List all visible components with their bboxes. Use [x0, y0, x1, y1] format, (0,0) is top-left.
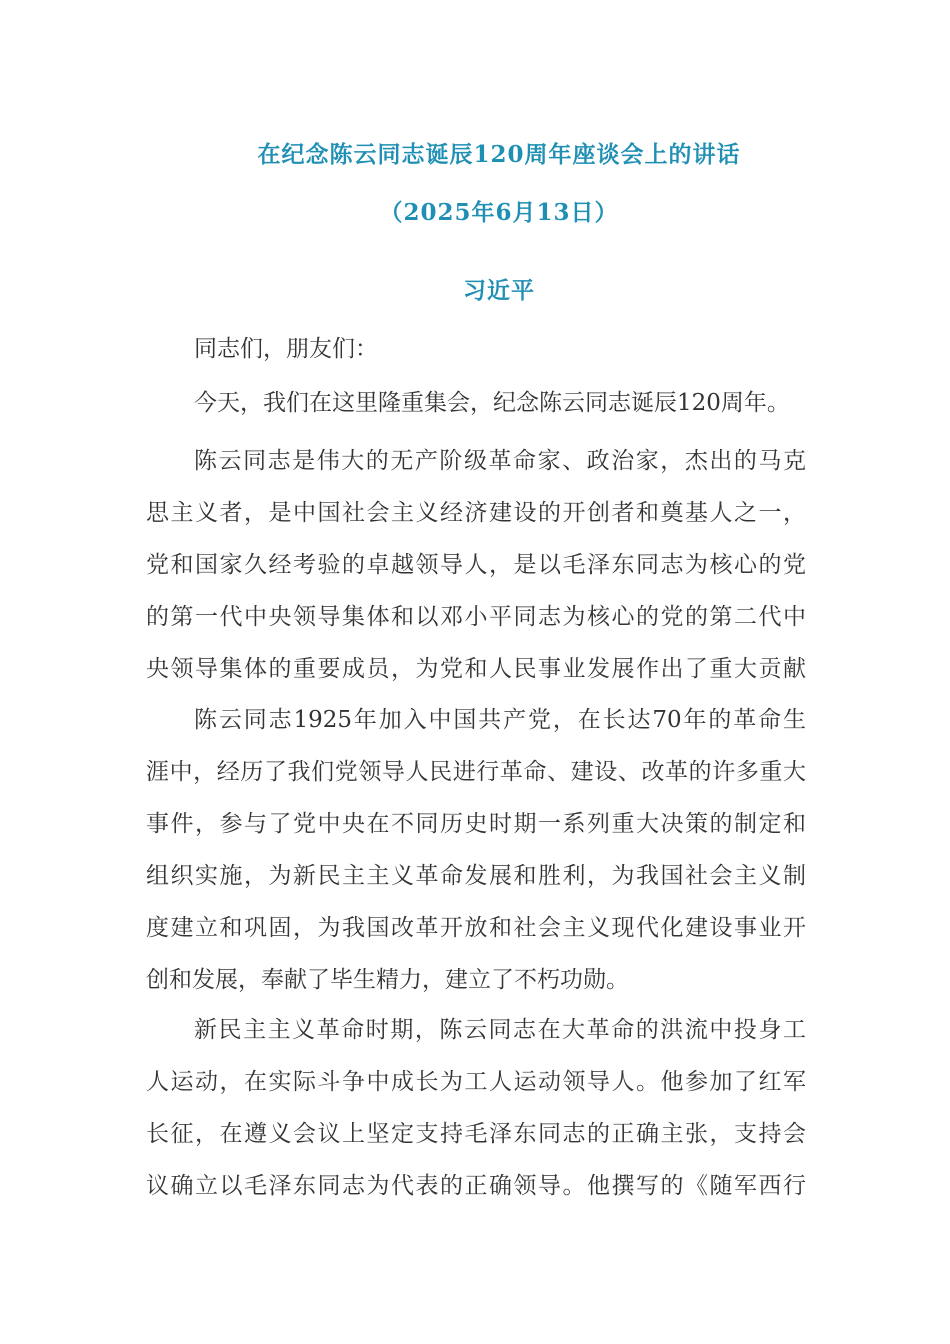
paragraph-line: 议确立以毛泽东同志为代表的正确领导。他撰写的《随军西行	[146, 1173, 806, 1199]
greeting-paragraph	[146, 323, 806, 375]
paragraph-line: 的第一代中央领导集体和以邓小平同志为核心的党的第二代中	[146, 604, 806, 630]
paragraph-2	[146, 435, 806, 695]
paragraph-line: 创和发展，奉献了毕生精力，建立了不朽功勋。	[146, 967, 629, 993]
paragraph-line: 事件，参与了党中央在不同历史时期一系列重大决策的制定和	[146, 811, 806, 837]
paragraph-line: 涯中，经历了我们党领导人民进行革命、建设、改革的许多重大	[146, 759, 806, 785]
paragraph-4	[146, 1004, 806, 1212]
document-title: 在纪念陈云同志诞辰120周年座谈会上的讲话	[257, 141, 741, 168]
paragraph-line: 度建立和巩固，为我国改革开放和社会主义现代化建设事业开	[146, 915, 806, 941]
paragraph-line: 党和国家久经考验的卓越领导人，是以毛泽东同志为核心的党	[146, 552, 806, 578]
paragraph-line: 陈云同志是伟大的无产阶级革命家、政治家，杰出的马克	[194, 448, 806, 474]
document-author: 习近平	[463, 277, 535, 304]
paragraph-line: 思主义者，是中国社会主义经济建设的开创者和奠基人之一，	[146, 500, 806, 526]
paragraph-line: 长征，在遵义会议上坚定支持毛泽东同志的正确主张，支持会	[146, 1121, 806, 1147]
paragraph-line: 今天，我们在这里隆重集会，纪念陈云同志诞辰120周年。	[194, 390, 790, 416]
paragraph-3	[146, 694, 806, 1006]
document-date: （2025年6月13日）	[379, 199, 619, 226]
paragraph-line: 组织实施，为新民主主义革命发展和胜利，为我国社会主义制	[146, 863, 806, 889]
paragraph-line: 新民主主义革命时期，陈云同志在大革命的洪流中投身工	[194, 1017, 806, 1043]
paragraph-1	[146, 377, 806, 429]
paragraph-line: 人运动，在实际斗争中成长为工人运动领导人。他参加了红军	[146, 1069, 806, 1095]
greeting-line: 同志们，朋友们：	[194, 336, 378, 362]
paragraph-line: 央领导集体的重要成员，为党和人民事业发展作出了重大贡献	[146, 656, 806, 682]
paragraph-line: 陈云同志1925年加入中国共产党，在长达70年的革命生	[194, 707, 806, 733]
